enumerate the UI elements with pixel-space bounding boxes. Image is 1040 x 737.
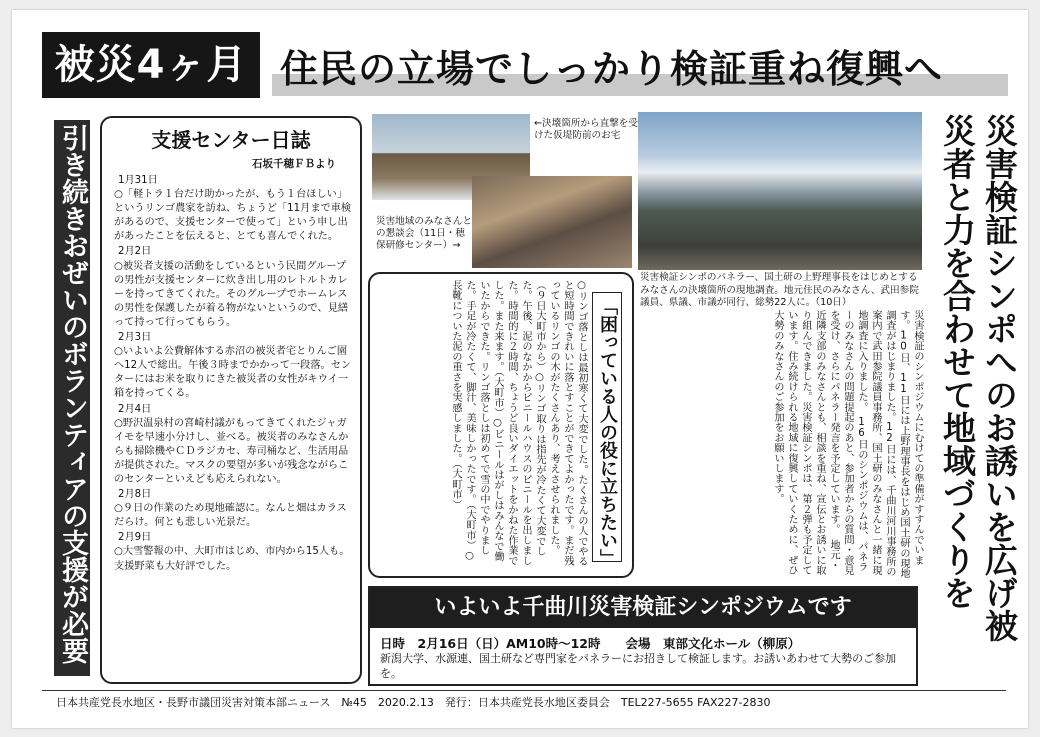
notice-datetime: 日時 2月16日（日）AM10時～12時 会場 東部文化ホール（柳原） (380, 636, 801, 651)
meeting-photo (472, 176, 632, 268)
diary-entry: ○「軽トラ１台だけ助かったが、もう１台ほしい」というリンゴ農家を訪ね、ちょうど「11月まで車検があるので、支援センターで使って」という申し出があったことを伝えると、とても喜んでくれた。 (114, 189, 352, 243)
diary-date: 2月8日 (118, 489, 152, 501)
symposium-notice (368, 586, 918, 686)
headline-title: 住民の立場でしっかり検証重ね復興へ (280, 47, 944, 91)
site-survey-photo (638, 112, 922, 270)
site-survey-caption: 災害検証シンポのパネラー、国土研の上野理事長をはじめとするみなさんの決壊箇所の現地調査。地元住民のみなさん、武田参院議員、県議、市議が同行、総勢22人に。（10日） (640, 272, 919, 308)
symposium-article-body: 災害検証のシンポジウムにむけての準備がすすんでいます。10日、11日には上野理事長をはじめ国土研の現地調査がはじまりました。12日には、千曲川河川事務所の案内で武田参院議員事務所、国土研のみなさんと一緒に現地調査に入りました。 16日のシンポジウムは、パネラーのみなさんの問題提起のあと、参加者からの質問・意見を受け、さらにパネラー発言を予定しています。 地元・近隣支部のみなさんとも、相談を重ね、宣伝とお誘いに取り組んできました。災害検証シンポは、第２弾も予定しています。住み続けられる地域に復興していくために、ぜひ大勢のみなさんのご参加をお願いします。 (772, 310, 923, 579)
diary-date: 1月31日 (118, 175, 158, 186)
diary-date: 2月4日 (118, 403, 152, 415)
volunteer-voices-body: ○リンゴ落としは最初寒くて大変でした。たくさんの人でやると短時間できれいに落とすことができてよかったです。まだ残っているリンゴの木がたくさんあり、考えさせられました。（９日大町市から）○リンゴ取りは指先が冷たくて大変でした。午後、泥のなかからビニールハウスのビニールを出しました。時間的に２時間、ちょうど良いダイエットをかねた作業でした。また来ます。（大町市）○ビニールはがしはみんなで働いたからできた。リンゴ落としは初めてで雪の中でやりました。手足が冷たくて、脚汁、美味しかったです。（大町市）○長靴についた泥の重さを実感しました。（大町市） (450, 280, 587, 567)
symposium-article-title: 災害検証シンポへのお誘いを広げ被災者と力を合わせて地域づくりを (938, 114, 1019, 642)
left-vertical-banner: 引き続きおぜいのボランティアの支援が必要です (54, 120, 90, 676)
diary-entry: ○いよいよ公費解体する赤沼の被災者宅とりんご園へ12人で総出。午後３時までかかって一段落。センターにはお米を取りにきた被災者の女性がキウイ一箱を持ってくる。 (114, 346, 352, 400)
diary-entry: ○被災者支援の活動をしているという民間グループの男性が支援センターに炊き出し用のレトルトカレーを持ってきてくれた。そのグループでホームレスの男性を保護したが着る物がないというので、見繕って持って行ってもらう。 (114, 260, 349, 328)
headline-tag: 被災4ヶ月 (42, 32, 260, 98)
volunteer-voices-box (368, 272, 634, 578)
meeting-caption: 災害地域のみなさんとの懇談会（11日・穂保研修センター）→ (376, 216, 472, 251)
diary-entry: ○９日の作業のため現地確認に。なんと畑はカラスだらけ。何とも悲しい光景だ。 (114, 503, 347, 529)
damaged-house-caption: ←決壊箇所から直撃を受けた仮堤防前のお宅 (534, 118, 638, 141)
diary-entry: ○大雪警報の中、大町市はじめ、市内から15人も。支援野菜も大好評でした。 (114, 546, 350, 572)
diary-entry: ○野沢温泉村の宮崎村議がもってきてくれたジャガイモを早速小分けし、並べる。被災者のみなさんからも掃除機やＣＤラジカセ、寿司桶など、生活用品が提供された。マスクの要望が多いが残念ながらこのセンターといえども応えられない。 (114, 417, 349, 485)
notice-body: 新潟大学、水源連、国土研など専門家をパネラーにお招きして検証します。お誘いあわせて大勢のご参加を。 (380, 652, 897, 680)
diary-title: 支援センター日誌 (151, 128, 311, 152)
footer-publisher: 日本共産党長水地区・長野市議団災害対策本部ニュース №45 2020.2.13 発行：日本共産党長水地区委員会 TEL227-5655 FAX227-2830 (56, 696, 771, 709)
support-center-diary (100, 116, 362, 684)
diary-date: 2月9日 (118, 532, 152, 544)
diary-date: 2月2日 (118, 246, 152, 258)
footer-rule (42, 690, 1006, 691)
diary-date: 2月3日 (118, 332, 152, 344)
notice-heading: いよいよ千曲川災害検証シンポジウムです (370, 588, 916, 628)
diary-entries (114, 174, 354, 575)
volunteer-voices-title: 「困っている人の役に立ちたい」 (592, 292, 622, 562)
diary-byline: 石坂千穂ＦＢより (252, 158, 336, 170)
newsletter-page (12, 10, 1028, 728)
